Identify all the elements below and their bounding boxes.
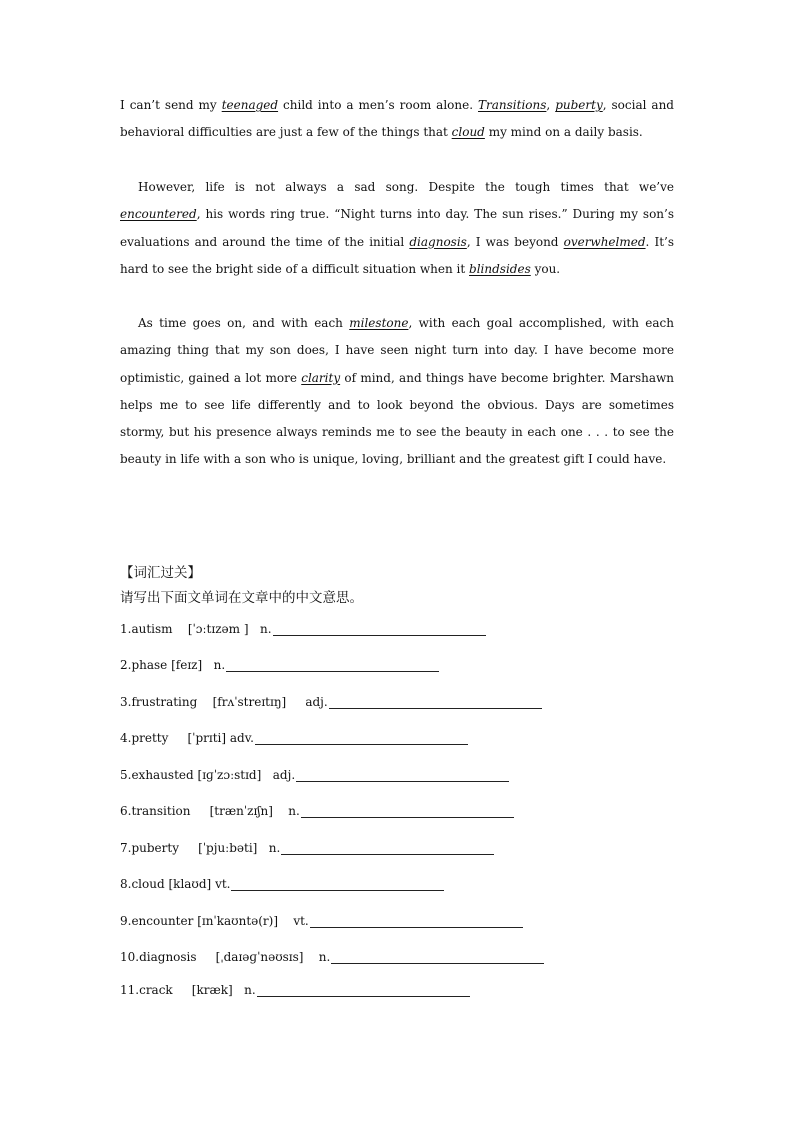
answer-blank[interactable] <box>255 730 468 745</box>
vocab-phonetic: [frʌˈstreɪtɪŋ] <box>212 695 287 709</box>
vocab-word: transition <box>131 804 191 818</box>
vocab-item <box>120 837 494 857</box>
vocab-word: phase <box>131 658 168 672</box>
keyword: teenaged <box>221 98 279 112</box>
vocab-part-of-speech: n. <box>318 950 331 964</box>
keyword: encountered <box>120 207 197 222</box>
vocab-phonetic: [ˌdaɪəɡˈnəʊsɪs] <box>215 950 304 964</box>
vocab-heading: 【词汇过关】 <box>120 565 201 581</box>
vocab-word: pretty <box>131 731 169 745</box>
passage-text: , with each goal accomplished, with each amazing thing that my son does, I have seen night turn into day. I have become more optimistic, gained a lot more <box>120 316 675 385</box>
spacer <box>303 947 318 967</box>
keyword: cloud <box>451 125 485 140</box>
answer-blank[interactable] <box>273 621 486 636</box>
vocab-phonetic: [ˈpjuːbəti] <box>198 841 258 855</box>
vocab-instruction: 请写出下面文单词在文章中的中文意思。 <box>120 590 363 606</box>
answer-blank[interactable] <box>226 657 439 672</box>
vocab-item <box>120 873 444 893</box>
spacer <box>168 728 187 748</box>
vocab-word: crack <box>139 983 173 997</box>
passage-text: I can’t send my <box>120 98 222 112</box>
keyword: overwhelmed <box>563 234 646 249</box>
vocab-number: 4. <box>120 731 132 745</box>
vocab-number: 9. <box>120 914 132 928</box>
vocab-part-of-speech: vt. <box>215 877 231 891</box>
answer-blank[interactable] <box>331 949 544 964</box>
keyword: clarity <box>301 370 341 385</box>
passage-text: , social and behavioral difficulties are just a few of the things that <box>120 98 674 140</box>
vocab-part-of-speech: n. <box>244 983 256 997</box>
passage-paragraph-1 <box>120 92 674 147</box>
passage-text: However, life is not always a sad song. Despite the tough times that we’ve <box>138 180 674 194</box>
vocab-phonetic: [feɪz] <box>171 658 203 672</box>
spacer <box>191 801 210 821</box>
vocab-phonetic: [ˈprɪti] <box>187 731 227 745</box>
passage-paragraph-2 <box>120 174 674 283</box>
keyword: Transitions <box>478 98 547 112</box>
answer-blank[interactable] <box>310 913 523 928</box>
spacer <box>173 980 192 1000</box>
passage-text: child into a men’s room alone. <box>278 98 479 112</box>
vocab-phonetic: [trænˈzɪʃn] <box>209 804 273 818</box>
answer-blank[interactable] <box>231 876 444 891</box>
vocab-item <box>120 654 439 674</box>
spacer <box>202 655 213 675</box>
vocab-phonetic: [klaʊd] <box>168 877 212 891</box>
passage-text: , <box>546 98 556 112</box>
vocab-phonetic: [ɪɡˈzɔːstɪd] <box>197 768 262 782</box>
vocab-part-of-speech: adj. <box>272 768 296 782</box>
vocab-part-of-speech: adj. <box>305 695 328 709</box>
answer-blank[interactable] <box>281 840 494 855</box>
answer-blank[interactable] <box>296 767 509 782</box>
answer-blank[interactable] <box>329 694 542 709</box>
keyword: milestone <box>349 316 409 330</box>
vocab-part-of-speech: n. <box>288 804 300 818</box>
vocab-part-of-speech: n. <box>259 622 272 636</box>
vocab-item <box>120 979 470 999</box>
vocab-item <box>120 910 523 930</box>
vocab-part-of-speech: vt. <box>293 914 309 928</box>
keyword: diagnosis <box>409 234 467 249</box>
vocab-word: diagnosis <box>139 950 197 964</box>
vocab-item <box>120 727 468 747</box>
vocab-item <box>120 618 486 638</box>
vocab-word: cloud <box>131 877 165 891</box>
keyword: blindsides <box>469 261 531 276</box>
spacer <box>273 801 288 821</box>
passage-text: , his words ring true. “Night turns into day. The sun rises.” During my son’s evaluations and around the time of the initial <box>120 207 674 249</box>
passage-text: As time goes on, and with each <box>138 316 350 330</box>
passage-paragraph-3 <box>120 310 674 474</box>
vocab-part-of-speech: n. <box>213 658 226 672</box>
passage-text: , I was beyond <box>466 234 564 249</box>
spacer <box>286 692 305 712</box>
vocab-number: 6. <box>120 804 132 818</box>
vocab-phonetic: [ˈɔːtɪzəm ] <box>187 622 249 636</box>
spacer <box>173 619 188 639</box>
vocab-number: 11. <box>120 983 140 997</box>
vocab-word: encounter <box>131 914 194 928</box>
passage-text: my mind on a daily basis. <box>484 125 643 140</box>
vocab-number: 8. <box>120 877 132 891</box>
vocab-word: autism <box>131 622 173 636</box>
vocab-word: frustrating <box>131 695 198 709</box>
spacer <box>179 838 198 858</box>
vocab-part-of-speech: n. <box>268 841 281 855</box>
vocab-number: 1. <box>120 622 132 636</box>
vocab-word: exhausted <box>131 768 194 782</box>
vocab-item <box>120 691 542 711</box>
answer-blank[interactable] <box>301 803 514 818</box>
passage-text: . It’s hard to see the bright side of a difficult situation when it <box>120 234 675 276</box>
vocab-part-of-speech: adv. <box>229 731 254 745</box>
spacer <box>257 838 268 858</box>
vocab-number: 3. <box>120 695 132 709</box>
keyword: puberty <box>555 98 603 112</box>
vocab-word: puberty <box>131 841 179 855</box>
answer-blank[interactable] <box>257 982 470 997</box>
vocab-number: 2. <box>120 658 132 672</box>
spacer <box>261 765 272 785</box>
vocab-item <box>120 764 509 784</box>
spacer <box>249 619 260 639</box>
vocab-number: 10. <box>120 950 140 964</box>
spacer <box>197 947 216 967</box>
spacer <box>233 980 244 1000</box>
spacer <box>278 911 293 931</box>
passage-text: of mind, and things have become brighter. Marshawn helps me to see life differently and to look beyond the obvious. Days are sometimes stormy, but his presence always reminds me to see the beauty in each one . . . to see the beauty in life with a son who is unique, loving, brilliant and the greatest gift I could have. <box>120 370 674 467</box>
vocab-number: 7. <box>120 841 132 855</box>
vocab-phonetic: [kræk] <box>191 983 233 997</box>
spacer <box>197 692 212 712</box>
vocab-item <box>120 946 544 966</box>
passage-text: you. <box>530 261 561 276</box>
vocab-item <box>120 800 514 820</box>
vocab-number: 5. <box>120 768 132 782</box>
vocab-phonetic: [ɪnˈkaʊntə(r)] <box>197 914 279 928</box>
